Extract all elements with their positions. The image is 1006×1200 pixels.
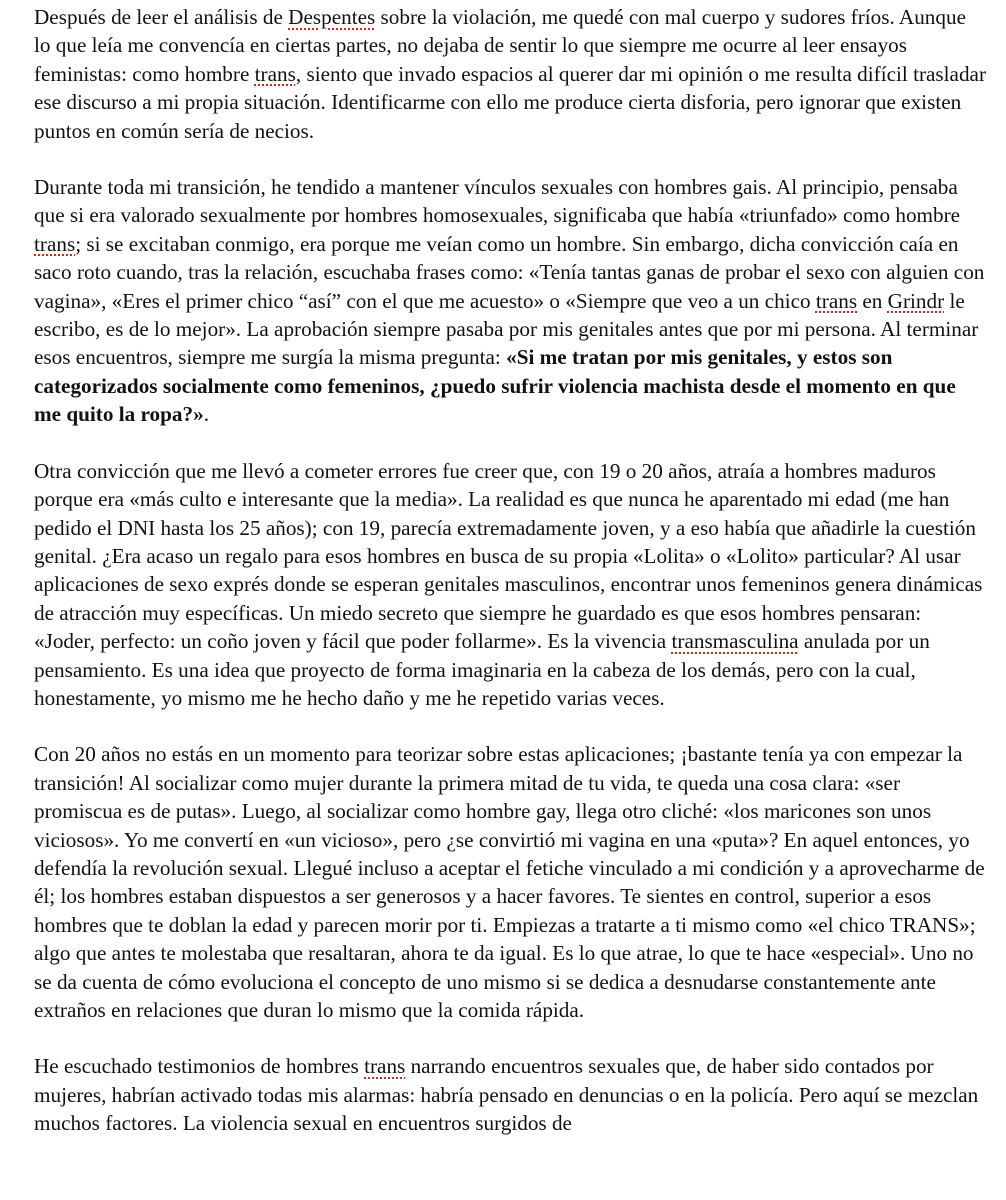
misspelled-word: trans [34, 231, 76, 256]
bold-question: «Si me tratan por mis genitales, y estos son categorizados socialmente como femeninos, ¿puedo sufrir violencia machista desde el momento en que me quito la ropa?» [34, 345, 956, 427]
text-segment: anulada por un pensamiento. Es una idea que proyecto de forma imaginaria en la cabeza de los demás, pero con la cual, honestamente, yo mismo me he hecho daño y me he repetido varias veces. [34, 629, 930, 710]
text-segment: en [857, 288, 888, 313]
text-segment: Durante toda mi transición, he tendido a mantener vínculos sexuales con hombres gais. Al principio, pensaba que si era valorado sexualmente por hombres homosexuales, significaba que había «triunfado» como hombre [34, 175, 961, 228]
text-segment: ; si se excitaban conmigo, era porque me veían como un hombre. Sin embargo, dicha convicción caía en saco roto cuando, tras la relación, escuchaba frases como: «Tenía tantas ganas de probar el sexo con alguien con vagina», «Eres el primer chico “así” con el que me acuesto» o «Siempre que veo a un chico [34, 231, 985, 313]
text-segment: He escuchado testimonios de hombres [34, 1054, 365, 1079]
text-segment: le escribo, es de lo mejor». La aprobación siempre pasaba por mis genitales antes que por mi persona. Al terminar esos encuentros, siempre me surgía la misma pregunta: [34, 288, 979, 370]
misspelled-word: Grindr [887, 288, 945, 313]
text-segment: , siento que invado espacios al querer dar mi opinión o me resulta difícil trasladar ese discurso a mi propia situación. Identificarme con ello me produce cierta disforia, pero ignorar que existen puntos en común sería de necios. [34, 61, 987, 143]
paragraph-4 [34, 740, 986, 1024]
misspelled-word: trans [254, 61, 296, 86]
paragraph-5 [34, 1052, 986, 1137]
text-segment: . [203, 402, 210, 427]
misspelled-word: trans [364, 1054, 406, 1079]
paragraph-1 [34, 3, 986, 145]
text-segment: Después de leer el análisis de [34, 5, 289, 29]
text-segment: sobre la violación, me quedé con mal cuerpo y sudores fríos. Aunque lo que leía me convencía en ciertas partes, no dejaba de sentir lo que siempre me ocurre al leer ensayos feministas: como hombre [34, 5, 966, 86]
text-segment: narrando encuentros sexuales que, de haber sido contados por mujeres, habrían activado todas mis alarmas: habría pensado en denuncias o en la policía. Pero aquí se mezclan muchos factores. La violencia sexual en encuentros surgidos de [34, 1054, 979, 1136]
paragraph-3 [34, 457, 986, 713]
text-segment: Con 20 años no estás en un momento para teorizar sobre estas aplicaciones; ¡bastante tenía ya con empezar la transición! Al socializar como mujer durante la primera mitad de tu vida, te queda una cosa clara: «ser promiscua es de putas». Luego, al socializar como hombre gay, llega otro cliché: «los maricones son unos viciosos». Yo me convertí en «un vicioso», pero ¿se convirtió mi vagina en una «puta»? En aquel entonces, yo defendía la revolución sexual. Llegué incluso a aceptar el fetiche vinculado a mi condición y a aprovecharme de él; los hombres estaban dispuestos a ser generosos y a hacer favores. Te sientes en control, superior a esos hombres que te doblan la edad y parecen morir por ti. Empiezas a tratarte a ti mismo como «el chico TRANS»; algo que antes te molestaba que resaltaran, ahora te da igual. Es lo que atrae, lo que te hace «especial». Uno no se da cuenta de cómo evoluciona el concepto de uno mismo si se dedica a desnudarse constantemente ante extraños en relaciones que duran lo mismo que la comida rápida. [34, 742, 985, 1022]
misspelled-word: transmasculina [671, 629, 799, 654]
misspelled-word: Despentes [288, 5, 376, 29]
text-segment: Otra convicción que me llevó a cometer errores fue creer que, con 19 o 20 años, atraía a hombres maduros porque era «más culto e interesante que la media». La realidad es que nunca he aparentado mi edad (me han pedido el DNI hasta los 25 años); con 19, parecía extremadamente joven, y a eso había que añadirle la cuestión genital. ¿Era acaso un regalo para esos hombres en busca de su propia «Lolita» o «Lolito» particular? Al usar aplicaciones de sexo exprés donde se esperan genitales masculinos, encontrar unos femeninos genera dinámicas de atracción muy específicas. Un miedo secreto que siempre he guardado es que esos hombres pensaran: «Joder, perfecto: un coño joven y fácil que poder follarme». Es la vivencia [34, 458, 983, 654]
misspelled-word: trans [815, 288, 858, 313]
paragraph-2 [34, 173, 986, 429]
